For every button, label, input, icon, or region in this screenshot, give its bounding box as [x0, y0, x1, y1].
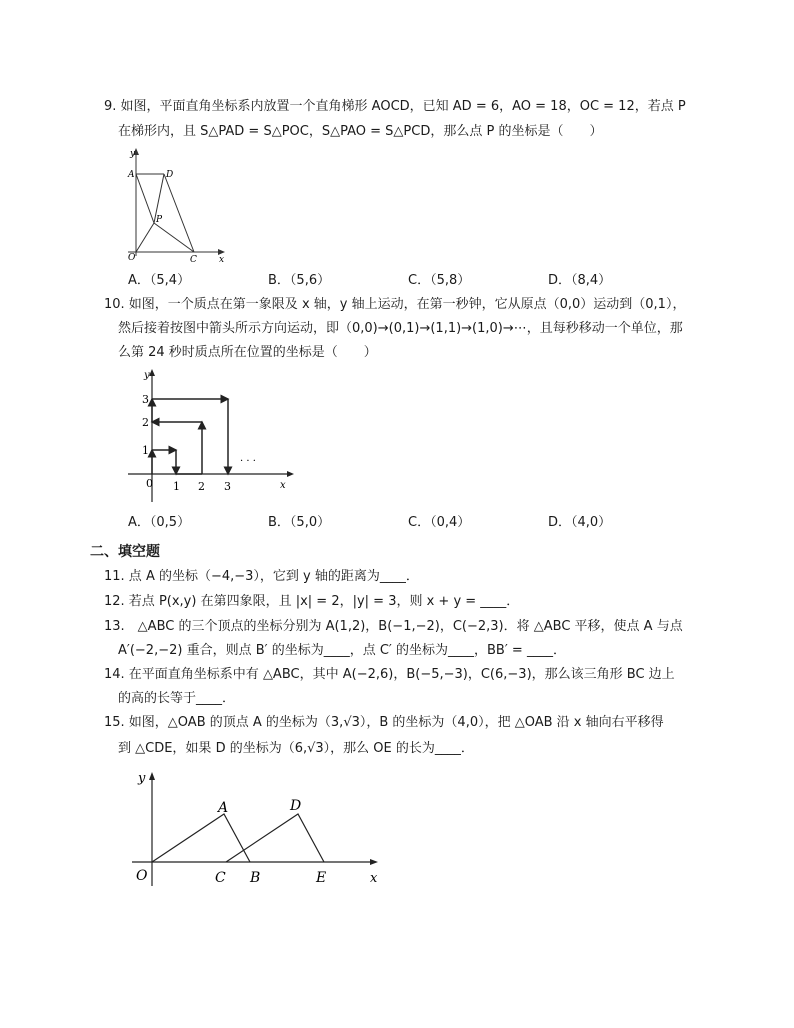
q10-figure [118, 366, 298, 506]
q10-line1: 10. 如图，一个质点在第一象限及 x 轴，y 轴上运动，在第一秒钟，它从原点（0,0）运动到（0,1）， [104, 297, 686, 312]
q9-ylabel: y [130, 149, 136, 159]
q15-label-b: B [250, 870, 261, 886]
q15-figure [128, 770, 392, 890]
q9-label-o: O [128, 253, 136, 263]
q10-ylabel: y [144, 370, 150, 381]
q14-line2: 的高的长等于____． [118, 691, 236, 706]
q10-tick-x3: 3 [224, 480, 231, 493]
q10-tick-y1: 1 [142, 444, 149, 457]
q15-ylabel: y [138, 771, 146, 786]
q10-line2: 然后接着按图中箭头所示方向运动，即（0,0)→(0,1)→(1,1)→(1,0)→⋯，且每秒移动一个单位，那 [118, 321, 683, 336]
q10-tick-y2: 2 [142, 416, 149, 429]
q15-line2: 到 △CDE，如果 D 的坐标为（6,√3），那么 OE 的长为____． [118, 741, 474, 756]
q10-origin: 0 [146, 477, 153, 490]
q9-option-b[interactable]: B．（5,6） [268, 273, 331, 288]
q10-tick-x2: 2 [198, 480, 205, 493]
q10-xlabel: x [280, 480, 286, 491]
q9-xlabel: x [219, 255, 225, 265]
q13-line1: 13. △ABC 的三个顶点的坐标分别为 A(1,2)，B(−1,−2)，C(−2,3)．将 △ABC 平移，使点 A 与点 [104, 619, 683, 634]
q9-option-d[interactable]: D．（8,4） [548, 273, 612, 288]
q14-line1: 14. 在平面直角坐标系中有 △ABC，其中 A(−2,6)，B(−5,−3)，C(6,−3)，那么该三角形 BC 边上 [104, 667, 675, 682]
q9-line1: 9. 如图，平面直角坐标系内放置一个直角梯形 AOCD，已知 AD = 6，AO = 18，OC = 12，若点 P [104, 99, 686, 114]
q15-label-e: E [316, 870, 327, 886]
q10-dots: · · · [240, 456, 256, 467]
q10-option-b[interactable]: B．（5,0） [268, 515, 331, 530]
q15-line1: 15. 如图，△OAB 的顶点 A 的坐标为（3,√3），B 的坐标为（4,0），把 △OAB 沿 x 轴向右平移得 [104, 715, 664, 730]
q9-option-c[interactable]: C．（5,8） [408, 273, 471, 288]
q10-tick-x1: 1 [173, 480, 180, 493]
q13-line2: A′(−2,−2) 重合，则点 B′ 的坐标为____，点 C′ 的坐标为____，BB′ = ____． [118, 643, 566, 658]
q9-label-c: C [190, 255, 197, 265]
q9-figure [118, 146, 228, 266]
section-fill-in-blank-title: 二、填空题 [90, 544, 160, 560]
q10-option-a[interactable]: A．（0,5） [128, 515, 191, 530]
q15-label-d: D [290, 798, 302, 814]
q9-option-a[interactable]: A．（5,4） [128, 273, 191, 288]
q10-line3: 么第 24 秒时质点所在位置的坐标是（ ） [118, 345, 377, 360]
q15-xlabel: x [370, 871, 378, 886]
q15-label-c: C [215, 870, 226, 886]
q9-line2: 在梯形内，且 S△PAD = S△POC，S△PAO = S△PCD，那么点 P 的坐标是（ ） [118, 124, 603, 139]
q9-label-d: D [166, 170, 174, 180]
q10-tick-y3: 3 [142, 393, 149, 406]
q9-label-a: A [128, 170, 135, 180]
q15-label-a: A [218, 800, 229, 816]
q9-label-p: P [156, 215, 163, 225]
q10-option-c[interactable]: C．（0,4） [408, 515, 471, 530]
q11-line1: 11. 点 A 的坐标（−4,−3），它到 y 轴的距离为____． [104, 569, 419, 584]
q15-label-o: O [136, 868, 148, 884]
q12-line1: 12. 若点 P(x,y) 在第四象限，且 |x| = 2，|y| = 3，则 x + y = ____． [104, 594, 520, 609]
q10-option-d[interactable]: D．（4,0） [548, 515, 612, 530]
